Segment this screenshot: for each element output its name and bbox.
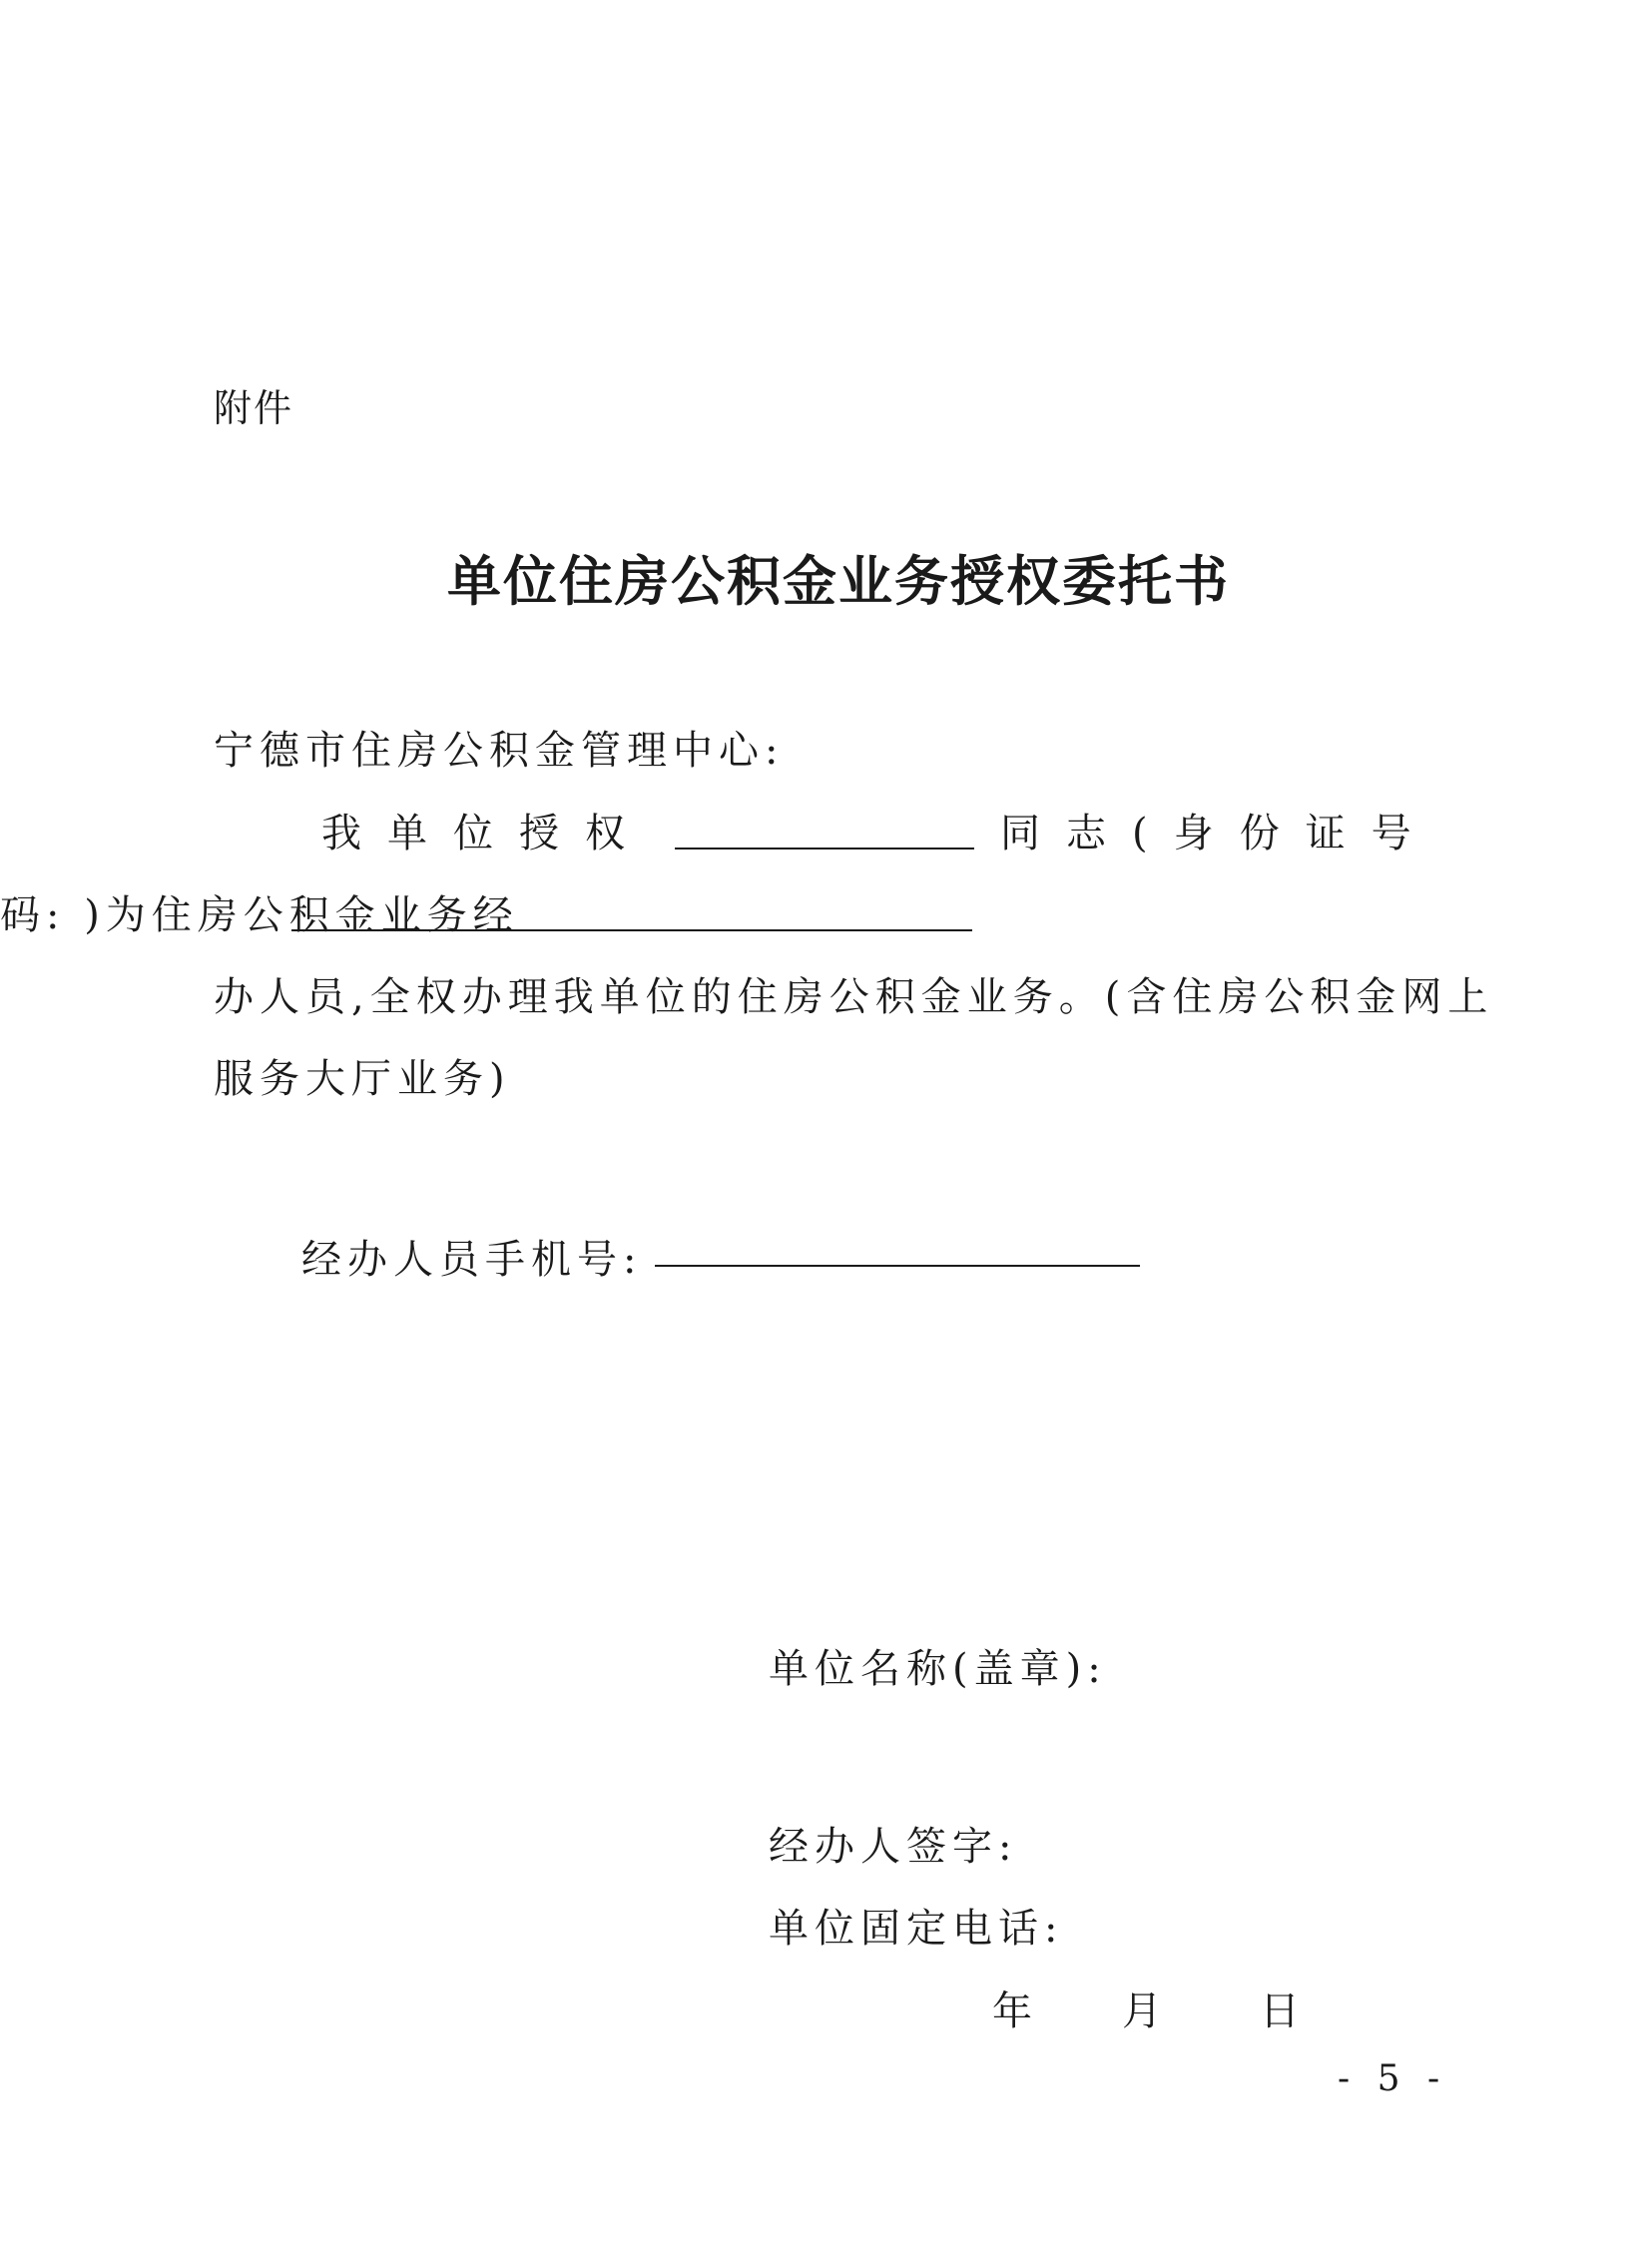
signer-label: 经办人签字: (769, 1824, 1018, 1870)
authorization-line-2 (0, 883, 1651, 939)
landline-label: 单位固定电话: (769, 1906, 1064, 1952)
month-label: 月 (1122, 1988, 1168, 2034)
document-title: 单位住房公积金业务授权委托书 (447, 550, 1230, 613)
handler-phone-blank (655, 1265, 1140, 1267)
authorization-line-4: 服务大厅业务) (214, 1056, 511, 1102)
handler-phone-label: 经办人员手机号: (301, 1237, 643, 1283)
authorization-line-2-suffix: )为住房公积金业务经 (84, 892, 519, 938)
year-label: 年 (992, 1988, 1038, 2034)
authorized-person-blank (675, 848, 974, 850)
authorization-line-1 (0, 802, 1651, 857)
authorize-middle: 同志(身份证号 (1000, 811, 1437, 856)
id-number-blank (291, 929, 972, 931)
page-number: - 5 - (1338, 2058, 1448, 2099)
id-code-label: 码: (0, 892, 66, 938)
authorization-line-3: 办人员,全权办理我单位的住房公积金业务。(含住房公积金网上 (214, 974, 1494, 1020)
unit-name-label: 单位名称(盖章): (769, 1646, 1107, 1692)
day-label: 日 (1260, 1988, 1306, 2034)
addressee: 宁德市住房公积金管理中心: (214, 728, 785, 774)
attachment-label: 附件 (214, 386, 294, 430)
authorize-prefix: 我单位授权 (321, 811, 651, 856)
